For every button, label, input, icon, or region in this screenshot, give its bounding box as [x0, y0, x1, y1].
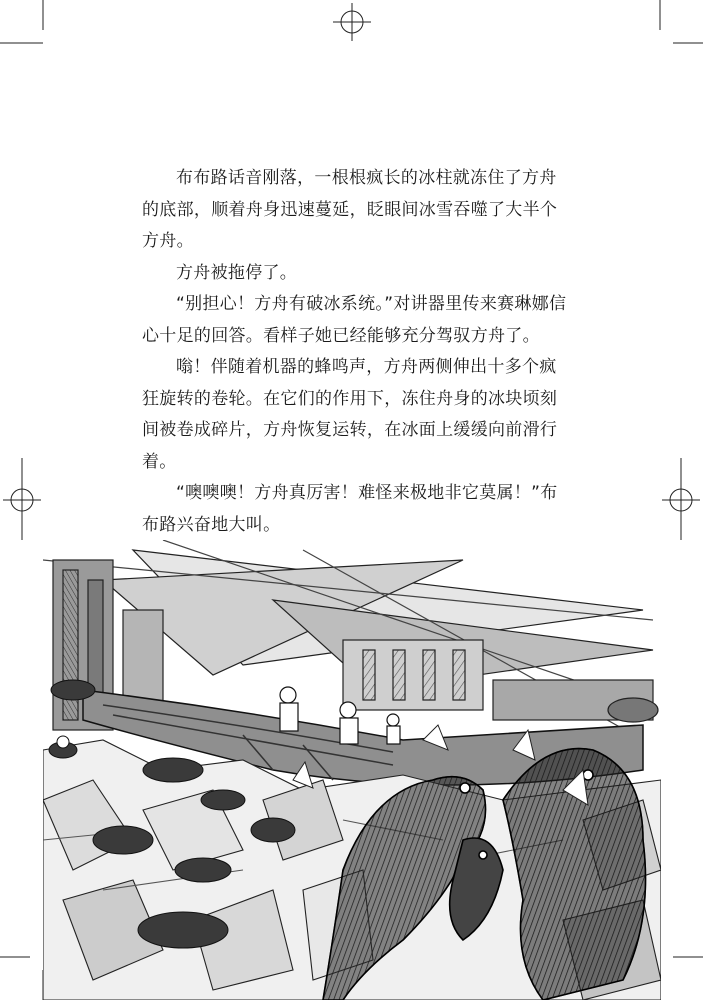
paragraph-3: “别担心！方舟有破冰系统。”对讲器里传来赛琳娜信心十足的回答。看样子她已经能够充分驾驭方舟了。 — [142, 294, 567, 346]
paragraph-2: 方舟被拖停了。 — [176, 262, 298, 283]
paragraph-4: 嗡！伴随着机器的蜂鸣声，方舟两侧伸出十多个疯狂旋转的卷轮。在它们的作用下，冻住舟身的冰块顷刻间被卷成碎片，方舟恢复运转，在冰面上缓缓向前滑行着。 — [142, 357, 558, 472]
ark-on-ice-illustration — [43, 540, 661, 1000]
paragraph-5: “噢噢噢！方舟真厉害！难怪来极地非它莫属！”布布路兴奋地大叫。 — [142, 483, 558, 535]
body-text — [142, 163, 572, 604]
paragraph-1: 布布路话音刚落，一根根疯长的冰柱就冻住了方舟的底部，顺着舟身迅速蔓延，眨眼间冰雪吞噬了大半个方舟。 — [142, 168, 558, 251]
